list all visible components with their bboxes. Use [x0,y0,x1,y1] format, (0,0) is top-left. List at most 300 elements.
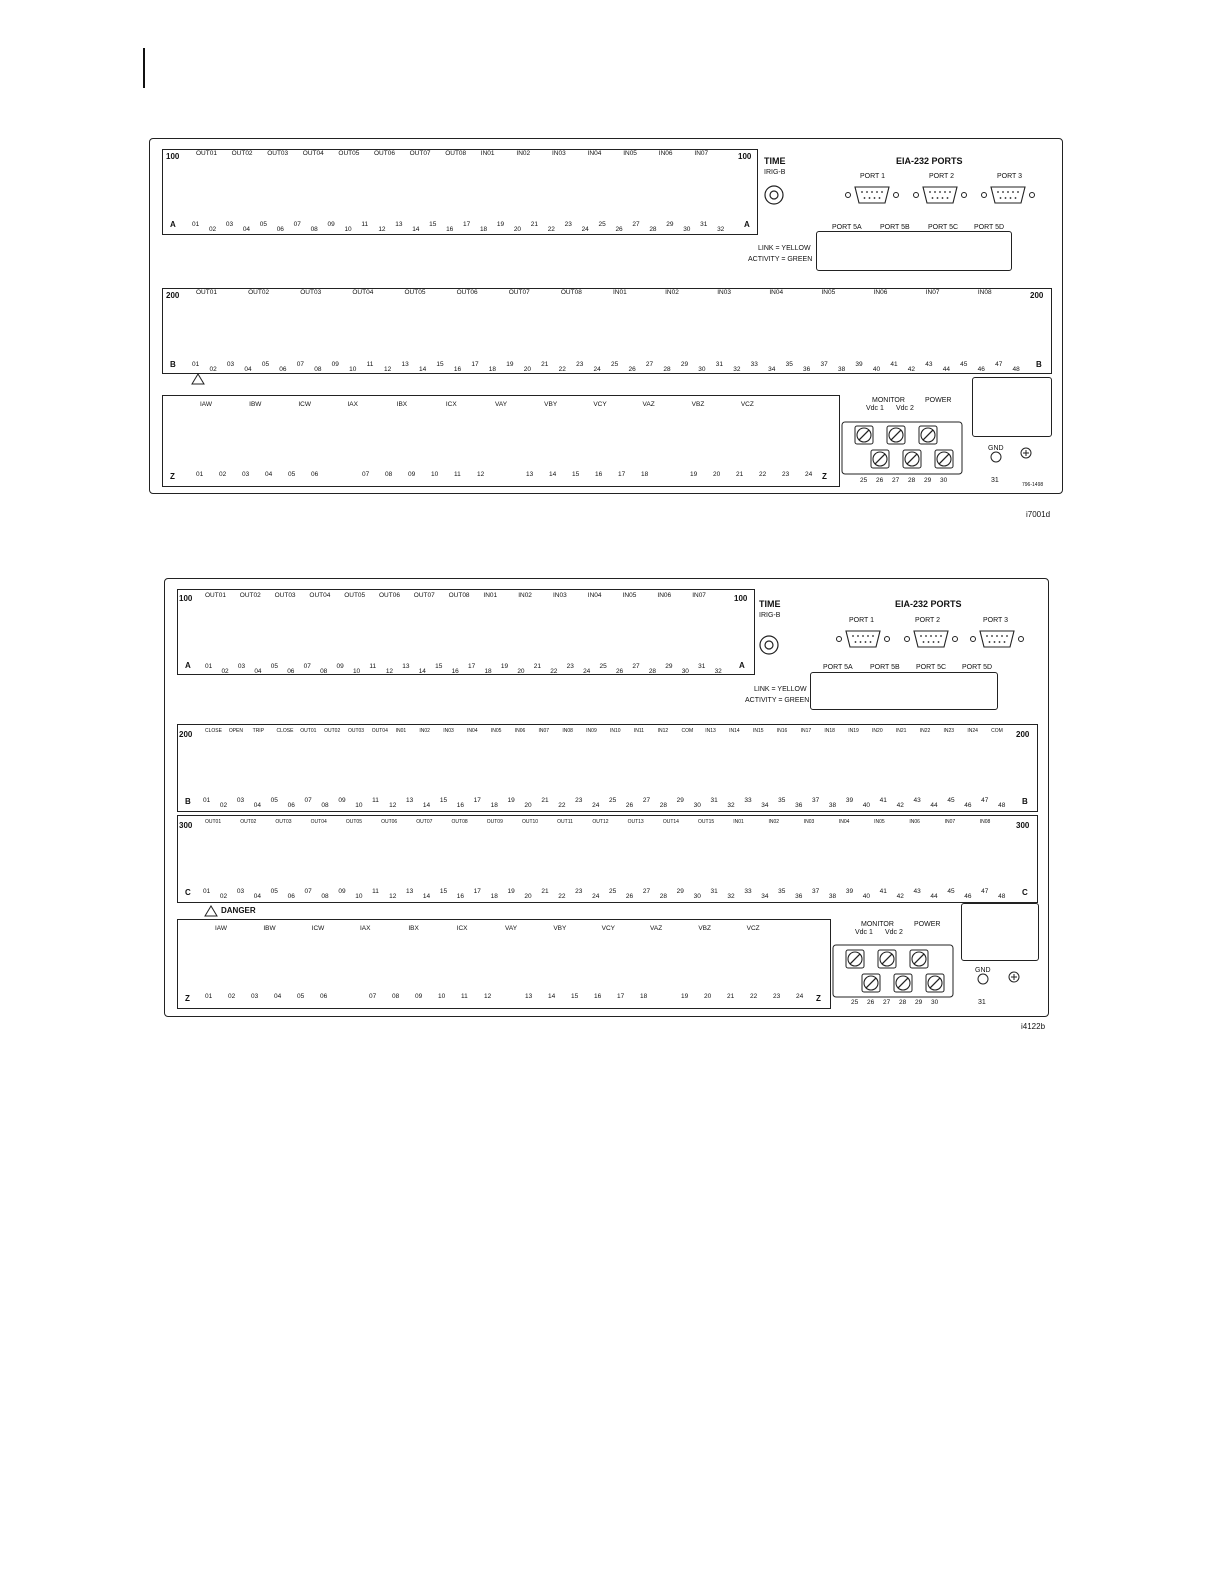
terminal-number: 25 [860,477,868,484]
terminal-label: IN09 [586,728,597,734]
bnc-connector-icon [760,636,778,654]
terminal-number: 23 [575,797,583,804]
terminal-number: 10 [438,993,446,1000]
terminal-number: 26 [867,999,875,1006]
terminal-number: 25 [609,888,617,895]
warning-icon [205,906,217,916]
terminal-number: 07 [369,993,377,1000]
terminal-number: 18 [490,802,498,809]
mounting-screw [1009,972,1019,982]
led-icon [837,637,842,642]
row-b-group-label-left: 200 [179,730,193,739]
terminal-number: 15 [572,471,580,478]
terminal-label: IN06 [514,728,526,734]
db9-connector-icon [982,187,1035,203]
terminal-number: 15 [439,888,448,895]
terminal-label: IN22 [919,728,931,734]
gnd-number: 31 [991,477,999,484]
terminal-number: 16 [456,802,464,809]
terminal-number: 13 [406,797,414,804]
terminal-number: 04 [242,226,251,233]
terminal-number: 28 [899,999,907,1006]
terminal-number: 16 [453,366,462,373]
terminal-number: 05 [270,888,278,895]
terminal-number: 33 [750,361,758,368]
vdc1-label: Vdc 1 [866,405,884,412]
vdc2-label: Vdc 2 [885,929,903,936]
terminal-number: 09 [331,361,339,368]
terminal-label: VAY [505,925,518,932]
terminal-label: IBX [408,925,419,932]
terminal-label: OUT06 [379,592,400,599]
terminal-label: OUT03 [267,150,289,157]
port-5c-label: PORT 5C [916,664,947,671]
terminal-number: 30 [693,893,701,900]
terminal-number: 23 [773,993,781,1000]
terminal-number: 26 [625,893,634,900]
terminal-number: 04 [253,802,261,809]
terminal-label: IBW [249,401,262,408]
led-icon [971,637,976,642]
terminal-number: 39 [855,361,863,368]
terminal-number: 38 [837,366,846,373]
led-icon [1030,193,1035,198]
terminal-label: IN05 [623,150,637,157]
led-icon [982,193,987,198]
monitor-label: MONITOR [861,921,894,928]
terminal-label: IN07 [538,728,550,734]
terminal-number: 06 [287,668,295,675]
row-a-letter-left: A [170,220,176,229]
terminal-number: 17 [617,993,625,1000]
terminal-screw [919,426,937,444]
terminal-number: 41 [879,888,887,895]
terminal-number: 14 [412,226,420,233]
terminal-block-b [162,288,1052,374]
terminal-label: IN23 [943,728,955,734]
terminal-number: 16 [594,993,602,1000]
row-a-group-label-left: 100 [179,594,193,603]
terminal-number: 01 [192,361,200,368]
terminal-label: IN05 [490,728,502,734]
row-b-group-label-right: 200 [1016,730,1030,739]
terminal-number: 10 [344,226,352,233]
terminal-label: IN19 [848,728,859,734]
terminal-label: IN01 [483,592,498,599]
terminal-label: ICW [298,401,311,408]
terminal-number: 28 [659,893,667,900]
terminal-number: 20 [517,668,525,675]
terminal-label: OUT04 [371,728,388,734]
row-z-letter-left: Z [185,994,190,1003]
terminal-label: IN04 [769,289,784,296]
port-5d-label: PORT 5D [974,224,1005,231]
terminal-number: 13 [526,471,534,478]
terminal-number: 25 [851,999,859,1006]
serial-number: 796-1498 [1022,482,1044,488]
terminal-number: 13 [406,888,414,895]
terminal-label: IN06 [873,289,888,296]
terminal-number: 19 [507,888,515,895]
terminal-number: 10 [349,366,357,373]
terminal-number: 04 [244,366,252,373]
terminal-number: 21 [736,471,744,478]
terminal-number: 05 [288,471,296,478]
port-5c-label: PORT 5C [928,224,959,231]
terminal-number: 25 [609,797,617,804]
terminal-number: 08 [320,668,328,675]
terminal-label: IN08 [979,819,991,825]
power-supply-window [972,377,1052,437]
terminal-number: 19 [507,797,515,804]
terminal-label: IN03 [717,289,731,296]
terminal-number: 22 [558,893,566,900]
led-icon [914,193,919,198]
terminal-number: 29 [680,361,689,368]
terminal-number: 17 [463,221,471,228]
terminal-label: OUT10 [521,819,539,825]
terminal-number: 35 [778,888,786,895]
terminal-number: 20 [513,226,522,233]
eia-232-ports-title: EIA-232 PORTS [896,156,963,166]
terminal-label: OUT06 [381,819,398,825]
terminal-number: 48 [998,802,1006,809]
terminal-number: 11 [361,221,369,228]
terminal-label: OUT04 [309,592,331,599]
gnd-label: GND [975,967,991,974]
activity-legend: ACTIVITY = GREEN [745,697,810,704]
terminal-number: 43 [925,361,933,368]
terminal-label: IN05 [622,592,637,599]
terminal-number: 28 [663,366,671,373]
terminal-number: 27 [642,888,651,895]
terminal-number: 23 [564,221,572,228]
terminal-number: 33 [744,888,752,895]
terminal-label: OUT08 [448,592,470,599]
terminal-number: 37 [812,797,820,804]
terminal-number: 29 [666,221,674,228]
terminal-label: OUT02 [231,150,253,157]
terminal-number: 07 [293,221,301,228]
db9-connector-icon [905,631,958,647]
terminal-number: 20 [524,802,532,809]
terminal-number: 16 [456,893,464,900]
row-b-letter-right: B [1022,797,1028,806]
terminal-number: 01 [192,221,200,228]
terminal-number: 13 [402,663,410,670]
terminal-number: 15 [436,361,444,368]
terminal-label: OUT02 [240,819,257,825]
terminal-number: 04 [253,893,261,900]
terminal-label: VBZ [691,401,705,408]
terminal-number: 06 [276,226,284,233]
terminal-label: OUT01 [196,150,217,157]
terminal-number: 03 [226,361,235,368]
ethernet-port-window [810,672,998,710]
terminal-label: VCY [593,401,607,408]
terminal-label: OUT04 [310,819,327,825]
terminal-number: 45 [947,888,955,895]
terminal-label: VAZ [650,925,663,932]
terminal-number: 07 [362,471,370,478]
terminal-number: 37 [820,361,828,368]
terminal-label: OUT08 [451,819,468,825]
terminal-label: OUT07 [416,819,433,825]
port-5a-label: PORT 5A [832,224,862,231]
terminal-number: 30 [683,226,691,233]
terminal-number: 18 [490,893,498,900]
terminal-number: 03 [237,663,246,670]
terminal-number: 11 [369,663,377,670]
terminal-label: IN12 [657,728,669,734]
terminal-number: 09 [336,663,344,670]
terminal-label: IN01 [480,150,495,157]
terminal-label: VCZ [746,925,760,932]
terminal-label: VAZ [642,401,655,408]
irig-b-label: IRIG-B [764,169,786,176]
monitor-label: MONITOR [872,397,905,404]
terminal-number: 34 [761,802,769,809]
terminal-number: 14 [422,893,431,900]
terminal-number: 26 [876,477,884,484]
power-supply-window [961,903,1039,961]
terminal-number: 03 [225,221,234,228]
terminal-number: 12 [477,471,485,478]
terminal-number: 10 [431,471,439,478]
terminal-number: 27 [642,797,651,804]
terminal-number: 07 [303,663,311,670]
row-a-letter-right: A [744,220,750,229]
terminal-number: 13 [525,993,533,1000]
terminal-number: 27 [632,221,640,228]
terminal-label: OUT09 [486,819,503,825]
terminal-number: 32 [717,226,725,233]
terminal-number: 10 [352,668,361,675]
terminal-number: 20 [523,366,531,373]
terminal-label: IN05 [821,289,836,296]
terminal-number: 15 [571,993,579,1000]
terminal-label: COM [991,728,1003,734]
terminal-label: IN03 [552,150,566,157]
terminal-number: 08 [392,993,400,1000]
terminal-label: OUT03 [300,289,322,296]
terminal-label: IAX [347,401,358,408]
terminal-label: TRIP [252,728,265,734]
terminal-label: OUT14 [662,819,679,825]
terminal-number: 45 [947,797,955,804]
db9-connector-icon [971,631,1024,647]
terminal-number: 12 [389,802,397,809]
terminal-number: 13 [395,221,403,228]
terminal-number: 11 [461,993,468,1000]
terminal-number: 34 [761,893,769,900]
warning-icon [192,374,204,384]
db9-connector-icon [914,187,967,203]
terminal-number: 10 [355,802,363,809]
terminal-number: 04 [265,471,273,478]
terminal-number: 27 [892,477,900,484]
terminal-number: 08 [310,226,318,233]
terminal-label: ICX [445,401,457,408]
terminal-number: 14 [418,668,426,675]
time-label: TIME [764,156,786,166]
row-c-group-label-left: 300 [179,821,193,830]
terminal-number: 13 [401,361,409,368]
terminal-screw [878,950,896,968]
led-icon [962,193,967,198]
terminal-number: 36 [803,366,811,373]
terminal-number: 11 [372,888,379,895]
terminal-number: 18 [488,366,497,373]
terminal-number: 21 [541,797,549,804]
terminal-label: OUT15 [698,819,715,825]
terminal-screw [855,426,873,444]
terminal-label: OUT08 [560,289,582,296]
port-2-label: PORT 2 [915,617,941,624]
terminal-label: IN07 [925,289,940,296]
terminal-label: IN04 [467,728,478,734]
terminal-number: 40 [872,366,881,373]
terminal-number: 21 [533,663,541,670]
terminal-number: 17 [468,663,476,670]
terminal-number: 42 [907,366,916,373]
mounting-screw [1021,448,1031,458]
terminal-label: IBX [396,401,408,408]
terminal-number: 09 [415,993,423,1000]
terminal-label: ICX [456,925,468,932]
terminal-label: COM [681,728,694,734]
terminal-screw [887,426,905,444]
terminal-number: 27 [645,361,654,368]
terminal-number: 44 [942,366,950,373]
terminal-label: IN03 [443,728,454,734]
terminal-label: OUT08 [445,150,467,157]
terminal-number: 03 [242,471,250,478]
terminal-label: OUT05 [344,592,366,599]
terminal-label: VBZ [698,925,711,932]
terminal-label: IN08 [977,289,992,296]
terminal-number: 30 [698,366,706,373]
terminal-number: 44 [930,893,938,900]
terminal-number: 26 [615,226,623,233]
terminal-number: 02 [228,993,236,1000]
terminal-number: 02 [219,802,228,809]
terminal-label: OUT02 [239,592,261,599]
terminal-number: 47 [981,797,989,804]
terminal-number: 39 [845,888,854,895]
row-b-letter-left: B [185,797,191,806]
terminal-number: 04 [274,993,282,1000]
terminal-number: 14 [548,993,556,1000]
terminal-label: IN04 [587,150,602,157]
terminal-number: 46 [977,366,985,373]
terminal-label: IN07 [692,592,706,599]
terminal-number: 18 [640,993,648,1000]
terminal-number: 23 [566,663,574,670]
terminal-number: 08 [314,366,322,373]
terminal-number: 01 [203,797,211,804]
terminal-label: IN07 [944,819,956,825]
terminal-number: 28 [659,802,667,809]
terminal-number: 25 [598,221,606,228]
terminal-label: VCY [601,925,616,932]
terminal-number: 03 [236,888,245,895]
terminal-number: 30 [940,477,948,484]
figure-id-2: i4122b [1021,1022,1046,1031]
row-z-letter-right: Z [822,472,827,481]
terminal-label: OUT03 [274,592,296,599]
terminal-number: 08 [321,893,329,900]
terminal-label: IAW [200,401,213,408]
terminal-number: 20 [704,993,712,1000]
terminal-number: 12 [484,993,492,1000]
terminal-label: IN06 [658,150,673,157]
terminal-number: 34 [768,366,776,373]
terminal-label: IN03 [803,819,815,825]
terminal-number: 09 [338,797,346,804]
terminal-label: IN17 [800,728,812,734]
terminal-number: 29 [665,663,673,670]
led-icon [1019,637,1024,642]
terminal-label: IN20 [872,728,883,734]
terminal-number: 15 [439,797,448,804]
terminal-number: 48 [1012,366,1020,373]
terminal-number: 30 [693,802,701,809]
terminal-label: VCZ [740,401,754,408]
row-a-group-label-right: 100 [738,152,752,161]
terminal-number: 47 [995,361,1003,368]
terminal-number: 28 [648,668,657,675]
terminal-number: 21 [541,361,549,368]
terminal-number: 29 [924,477,932,484]
port-3-label: PORT 3 [997,173,1023,180]
led-icon [846,193,851,198]
terminal-label: IN02 [665,289,679,296]
terminal-screw [910,950,928,968]
terminal-number: 31 [710,797,718,804]
row-a-group-label-left: 100 [166,152,180,161]
terminal-number: 31 [715,361,723,368]
gnd-label: GND [988,445,1004,452]
gnd-number: 31 [978,999,986,1006]
terminal-label: IN01 [613,289,627,296]
terminal-label: IN14 [729,728,740,734]
terminal-number: 38 [828,802,837,809]
terminal-number: 46 [964,893,972,900]
terminal-number: 06 [287,802,295,809]
bnc-connector-icon [765,186,783,204]
terminal-label: VBY [553,925,567,932]
terminal-number: 43 [913,888,921,895]
terminal-number: 14 [422,802,431,809]
terminal-number: 36 [795,802,803,809]
terminal-number: 32 [727,893,735,900]
terminal-number: 43 [913,797,921,804]
terminal-number: 12 [385,668,394,675]
terminal-label: OUT06 [374,150,395,157]
terminal-number: 24 [593,366,601,373]
terminal-number: 42 [896,893,904,900]
row-c-letter-right: C [1022,888,1028,897]
row-c-letter-left: C [185,888,191,897]
terminal-number: 22 [750,993,758,1000]
led-icon [894,193,899,198]
activity-legend: ACTIVITY = GREEN [748,256,813,263]
terminal-label: OUT04 [352,289,374,296]
terminal-number: 15 [429,221,437,228]
terminal-number: 32 [733,366,741,373]
terminal-label: IAW [215,925,228,932]
